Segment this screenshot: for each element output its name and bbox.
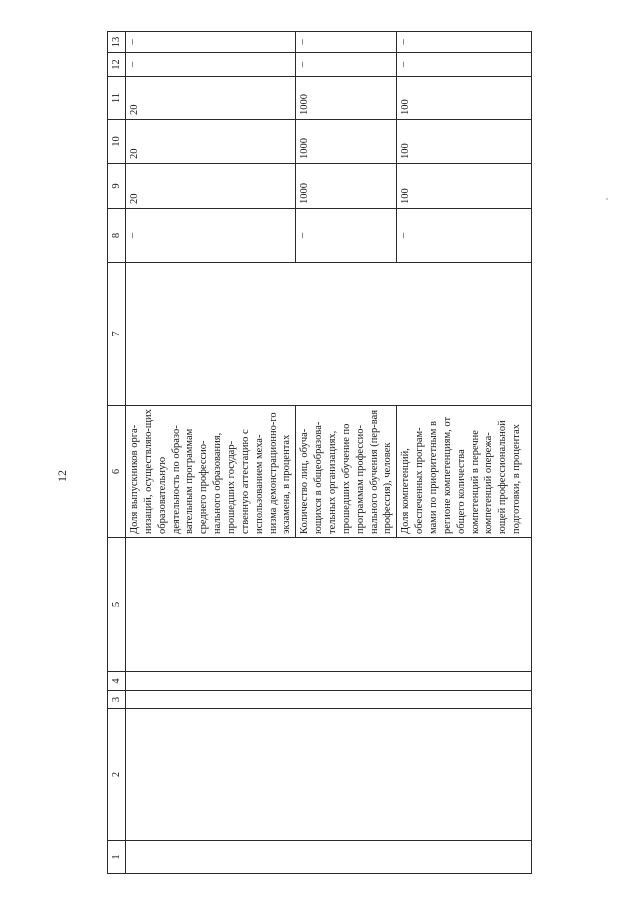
value-col9: 1000 — [296, 164, 397, 209]
indicator-name: Доля компетенций, обеспеченных програм-мами по приоритетным в регионе компетенциям, от общего количества компетенций в перечне компетенций опережа-ющей профессиональной подготовки, в процентах — [397, 406, 532, 538]
column-number-row — [108, 32, 126, 874]
value-col12: – — [126, 53, 296, 77]
rotated-table-container — [107, 32, 523, 874]
value-col9: 100 — [397, 164, 532, 209]
col-num-9: 9 — [108, 164, 126, 209]
empty-cell-col2 — [126, 709, 532, 841]
value-col13: – — [397, 32, 532, 53]
empty-cell-col1 — [126, 841, 532, 874]
value-col8: – — [126, 209, 296, 263]
col-num-11: 11 — [108, 77, 126, 120]
indicator-name: Доля выпускников орга-низаций, осуществляю-щих образовательную деятельность по образо-вательным программам среднего профессио-нального образования, прошедших государ-ственную аттестацию с использованием меха-низма демонстрационно-го экзамена, в процентах — [126, 406, 296, 538]
page-number: 12 — [55, 470, 69, 482]
value-col8: – — [397, 209, 532, 263]
value-col11: 20 — [126, 77, 296, 120]
value-col11: 1000 — [296, 77, 397, 120]
value-col11: 100 — [397, 77, 532, 120]
col-num-6: 6 — [108, 406, 126, 538]
empty-cell-col7 — [126, 263, 532, 406]
value-col12: – — [296, 53, 397, 77]
table-row — [126, 32, 296, 874]
col-num-1: 1 — [108, 841, 126, 874]
indicator-name: Количество лиц, обуча-ющихся в общеобразова-тельных организациях, прошедших обучение по программам профессио-нального обучения (пер-вая профессия), человек — [296, 406, 397, 538]
col-num-13: 13 — [108, 32, 126, 53]
col-num-12: 12 — [108, 53, 126, 77]
value-col9: 20 — [126, 164, 296, 209]
value-col12: – — [397, 53, 532, 77]
value-col13: – — [126, 32, 296, 53]
empty-cell-col3 — [126, 691, 532, 709]
table-frame — [107, 32, 523, 874]
col-num-4: 4 — [108, 672, 126, 691]
scan-speck — [606, 198, 608, 200]
empty-cell-col5 — [126, 538, 532, 672]
value-col10: 100 — [397, 120, 532, 164]
col-num-7: 7 — [108, 263, 126, 406]
indicators-table — [107, 31, 532, 874]
col-num-3: 3 — [108, 691, 126, 709]
value-col10: 1000 — [296, 120, 397, 164]
col-num-5: 5 — [108, 538, 126, 672]
value-col10: 20 — [126, 120, 296, 164]
value-col13: – — [296, 32, 397, 53]
col-num-8: 8 — [108, 209, 126, 263]
empty-cell-col4 — [126, 672, 532, 691]
value-col8: – — [296, 209, 397, 263]
col-num-2: 2 — [108, 709, 126, 841]
col-num-10: 10 — [108, 120, 126, 164]
